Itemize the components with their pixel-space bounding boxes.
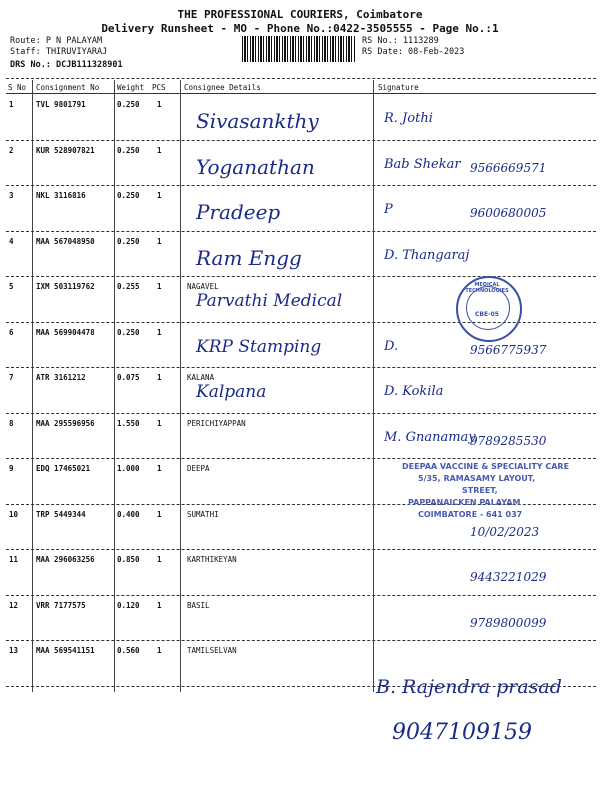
row-consignment-no: MAA 569541151 xyxy=(36,646,95,655)
col-header-consignment: Consignment No xyxy=(36,83,100,92)
row-pcs: 1 xyxy=(157,600,162,610)
row-sno: 3 xyxy=(9,191,14,200)
shop-stamp-line-4: PAPPANAICKEN PALAYAM xyxy=(408,498,521,507)
row-pcs: 1 xyxy=(157,418,162,428)
row-pcs: 1 xyxy=(157,373,162,382)
row-divider xyxy=(6,140,596,141)
rs-date-label: RS Date: 08-Feb-2023 xyxy=(362,47,465,57)
row-pcs: 1 xyxy=(157,100,162,109)
handwritten-footer-phone: 9047109159 xyxy=(392,720,532,745)
page-title: THE PROFESSIONAL COURIERS, Coimbatore xyxy=(177,8,423,21)
col-divider xyxy=(180,80,181,692)
row-sno: 11 xyxy=(9,555,19,564)
row-sno: 13 xyxy=(9,646,19,655)
col-header-weight: Weight xyxy=(117,83,145,92)
row-consignment-no: TRP 5449344 xyxy=(36,509,86,519)
row-divider xyxy=(6,367,596,368)
row-handwritten-signature: P xyxy=(384,202,393,217)
row-weight: 0.250 xyxy=(117,100,140,109)
shop-stamp-line-1: DEEPAA VACCINE & SPECIALITY CARE xyxy=(402,462,570,471)
col-divider xyxy=(373,80,374,692)
rs-no-label: RS No.: 1113289 xyxy=(362,36,439,46)
row-consignment-no: VRR 7177575 xyxy=(36,600,86,610)
row-consignment-no: EDQ 17465021 xyxy=(36,464,91,473)
row-consignment-no: IXM 503119762 xyxy=(36,282,95,291)
row-handwritten-signature: D. Thangaraj xyxy=(384,247,470,263)
row-handwritten-phone: 10/02/2023 xyxy=(470,524,540,539)
round-stamp-top-text: MEDICAL TECHNOLOGIES xyxy=(465,282,509,294)
table-top-line xyxy=(6,78,596,79)
row-divider xyxy=(6,231,596,232)
shop-stamp-line-5: COIMBATORE - 641 037 xyxy=(418,510,523,519)
row-divider xyxy=(6,185,596,186)
row-handwritten-signature: R. Jothi xyxy=(384,111,433,126)
row-handwritten-phone: 9789285530 xyxy=(470,433,547,448)
row-consignment-no: MAA 569904478 xyxy=(36,327,95,337)
row-divider xyxy=(6,276,596,277)
row-weight: 0.120 xyxy=(117,600,140,610)
row-sno: 4 xyxy=(9,236,14,246)
row-consignee: TAMILSELVAN xyxy=(187,646,237,655)
col-divider xyxy=(32,80,33,692)
row-consignee: SUMATHI xyxy=(187,509,219,519)
row-pcs: 1 xyxy=(157,327,162,337)
row-sno: 10 xyxy=(9,509,19,519)
row-weight: 0.250 xyxy=(117,236,140,246)
row-handwritten-signature: D. Kokila xyxy=(384,384,444,399)
row-handwritten-phone: 9443221029 xyxy=(470,570,547,584)
row-handwritten-signature: M. Gnanamay xyxy=(384,429,476,445)
row-weight: 1.550 xyxy=(117,418,140,428)
row-consignment-no: MAA 296063256 xyxy=(36,555,95,564)
col-divider xyxy=(114,80,115,692)
row-sno: 2 xyxy=(9,145,14,155)
row-consignment-no: ATR 3161212 xyxy=(36,373,86,382)
round-stamp-code: CBE-05 xyxy=(475,311,499,318)
row-handwritten-consignee: Yoganathan xyxy=(196,154,315,179)
row-weight: 0.250 xyxy=(117,327,140,337)
drs-label: DRS No.: DCJB111328901 xyxy=(10,60,123,70)
row-weight: 0.850 xyxy=(117,555,140,564)
row-sno: 12 xyxy=(9,600,19,610)
col-header-sno: S No xyxy=(8,83,27,92)
row-sno: 7 xyxy=(9,373,14,382)
row-consignee: KALANA xyxy=(187,373,215,382)
row-handwritten-consignee: Parvathi Medical xyxy=(196,291,343,311)
row-pcs: 1 xyxy=(157,509,162,519)
row-handwritten-consignee: Sivasankthy xyxy=(196,109,319,133)
row-divider xyxy=(6,458,596,459)
barcode xyxy=(242,36,356,62)
row-handwritten-consignee: Ram Engg xyxy=(196,245,302,270)
row-pcs: 1 xyxy=(157,145,162,155)
row-handwritten-phone: 9789800099 xyxy=(470,615,547,630)
row-consignee: KARTHIKEYAN xyxy=(187,555,237,564)
row-divider xyxy=(6,595,596,596)
row-weight: 0.400 xyxy=(117,509,140,519)
row-handwritten-consignee: Pradeep xyxy=(196,200,281,224)
row-consignee: NAGAVEL xyxy=(187,282,219,291)
row-handwritten-consignee: KRP Stamping xyxy=(196,336,322,357)
route-label: Route: P N PALAYAM xyxy=(10,36,103,46)
row-divider xyxy=(6,413,596,414)
col-header-consignee: Consignee Details xyxy=(184,83,261,92)
row-consignment-no: TVL 9801791 xyxy=(36,100,86,109)
row-consignment-no: MAA 567048950 xyxy=(36,236,95,246)
row-sno: 8 xyxy=(9,418,14,428)
shop-stamp-line-3: STREET, xyxy=(462,486,498,495)
row-weight: 0.255 xyxy=(117,282,140,291)
row-handwritten-phone: 9566775937 xyxy=(470,342,547,357)
row-consignee: PERICHIYAPPAN xyxy=(187,418,246,428)
row-weight: 0.250 xyxy=(117,191,140,200)
row-pcs: 1 xyxy=(157,191,162,200)
row-handwritten-signature: D. xyxy=(384,338,399,354)
row-sno: 1 xyxy=(9,100,14,109)
row-handwritten-consignee: Kalpana xyxy=(196,382,267,402)
row-divider xyxy=(6,640,596,641)
col-header-signature: Signature xyxy=(378,83,419,92)
page-subtitle: Delivery Runsheet - MO - Phone No.:0422-3505555 - Page No.:1 xyxy=(101,22,499,35)
row-weight: 0.250 xyxy=(117,145,140,155)
row-pcs: 1 xyxy=(157,555,162,564)
row-consignee: DEEPA xyxy=(187,464,210,473)
shop-stamp-line-2: 5/35, RAMASAMY LAYOUT, xyxy=(418,474,536,483)
row-divider xyxy=(6,549,596,550)
row-handwritten-phone: 9566669571 xyxy=(470,160,547,175)
row-consignment-no: KUR 528907821 xyxy=(36,145,95,155)
row-weight: 0.075 xyxy=(117,373,140,382)
row-weight: 1.000 xyxy=(117,464,140,473)
row-handwritten-signature: Bab Shekar xyxy=(384,156,461,172)
row-consignee: BASIL xyxy=(187,600,210,610)
staff-label: Staff: THIRUVIYARAJ xyxy=(10,47,108,57)
row-handwritten-phone: 9600680005 xyxy=(470,206,547,220)
row-consignment-no: MAA 295596956 xyxy=(36,418,95,428)
row-consignment-no: NKL 3116816 xyxy=(36,191,86,200)
row-pcs: 1 xyxy=(157,464,162,473)
handwritten-footer-name: B. Rajendra prasad xyxy=(376,676,562,698)
header-bottom-line xyxy=(6,93,596,94)
row-sno: 9 xyxy=(9,464,14,473)
row-pcs: 1 xyxy=(157,282,162,291)
row-sno: 6 xyxy=(9,327,14,337)
row-pcs: 1 xyxy=(157,646,162,655)
row-sno: 5 xyxy=(9,282,14,291)
row-pcs: 1 xyxy=(157,236,162,246)
col-header-pcs: PCS xyxy=(152,83,166,92)
round-stamp xyxy=(456,276,522,342)
row-weight: 0.560 xyxy=(117,646,140,655)
